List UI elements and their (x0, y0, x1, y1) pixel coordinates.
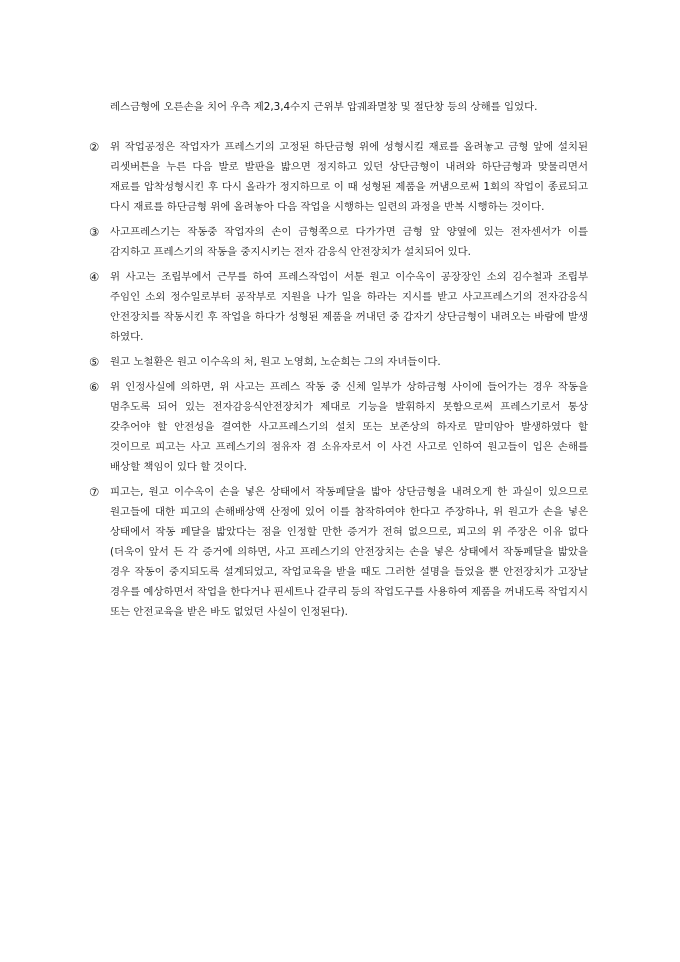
item-text: 사고프레스기는 작동중 작업자의 손이 금형쪽으로 다가가면 금형 앞 양옆에 있는 전자센서가 이를 감지하고 프레스기의 작동을 중지시키는 전자 감응식 안전장치가 설치되어 있다. (110, 226, 588, 258)
item-marker: ⑦ (89, 485, 100, 499)
list-item (89, 267, 588, 347)
item-text: 원고 노철환은 원고 이수옥의 처, 원고 노영희, 노순희는 그의 자녀들이다. (110, 356, 441, 368)
item-marker: ④ (89, 270, 100, 284)
lead-paragraph: 레스금형에 오른손을 치어 우측 제2,3,4수지 근위부 압궤좌멸창 및 절단창 등의 상해를 입었다. (110, 101, 538, 113)
item-marker: ② (89, 140, 100, 154)
list-item (89, 222, 588, 262)
item-marker: ⑤ (89, 355, 100, 369)
list-item (89, 352, 588, 372)
numbered-list (89, 137, 588, 627)
item-text: 위 인정사실에 의하면, 위 사고는 프레스 작동 중 신체 일부가 상하금형 사이에 들어가는 경우 작동을 멈추도록 되어 있는 전자감응식안전장치가 제대로 기능을 발휘하지 못함으로써 프레스기로서 통상 갖추어야 할 안전성을 결여한 사고프레스기의 설치 또는 보존상의 하자로 말미암아 발생하였다 할 것이므로 피고는 사고 프레스기의 점유자 겸 소유자로서 이 사건 사고로 인하여 원고들이 입은 손해를 배상할 책임이 있다 할 것이다. (110, 381, 588, 473)
list-item (89, 377, 588, 477)
item-text: 위 사고는 조립부에서 근무를 하여 프레스작업이 서툰 원고 이수옥이 공장장인 소외 김수철과 조립부 주임인 소외 정수일로부터 공작부로 지원을 나가 일을 하라는 지시를 받고 사고프레스기의 전자감응식 안전장치를 작동시킨 후 작업을 하다가 성형된 제품을 꺼내던 중 갑자기 상단금형이 내려오는 바람에 발생 하였다. (110, 271, 588, 343)
item-marker: ③ (89, 225, 100, 239)
list-item (89, 482, 588, 622)
list-item (89, 137, 588, 217)
item-text: 위 작업공정은 작업자가 프레스기의 고정된 하단금형 위에 성형시킬 재료를 올려놓고 금형 앞에 설치된 리셋버튼을 누른 다음 발로 발판을 밟으면 정지하고 있던 상단금형이 내려와 하단금형과 맞물리면서 재료를 압착성형시킨 후 다시 올라가 정지하므로 이 때 성형된 제품을 꺼냄으로써 1회의 작업이 종료되고 다시 재료를 하단금형 위에 올려놓아 다음 작업을 시행하는 일련의 과정을 반복 시행하는 것이다. (110, 141, 588, 213)
item-marker: ⑥ (89, 380, 100, 394)
item-text: 피고는, 원고 이수옥이 손을 넣은 상태에서 작동페달을 밟아 상단금형을 내려오게 한 과실이 있으므로 원고들에 대한 피고의 손해배상액 산정에 있어 이를 참작하여야 한다고 주장하나, 위 원고가 손을 넣은 상태에서 작동 페달을 밟았다는 점을 인정할 만한 증거가 전혀 없으므로, 피고의 위 주장은 이유 없다(더욱이 앞서 든 각 증거에 의하면, 사고 프레스기의 안전장치는 손을 넣은 상태에서 작동페달을 밟았을 경우 작동이 중지되도록 설계되었고, 작업교육을 받을 때도 그러한 설명을 들었을 뿐 안전장치가 고장날 경우를 예상하면서 작업을 한다거나 핀세트나 갈쿠리 등의 작업도구를 사용하여 제품을 꺼내도록 작업지시 또는 안전교육을 받은 바도 없었던 사실이 인정된다). (110, 486, 588, 618)
